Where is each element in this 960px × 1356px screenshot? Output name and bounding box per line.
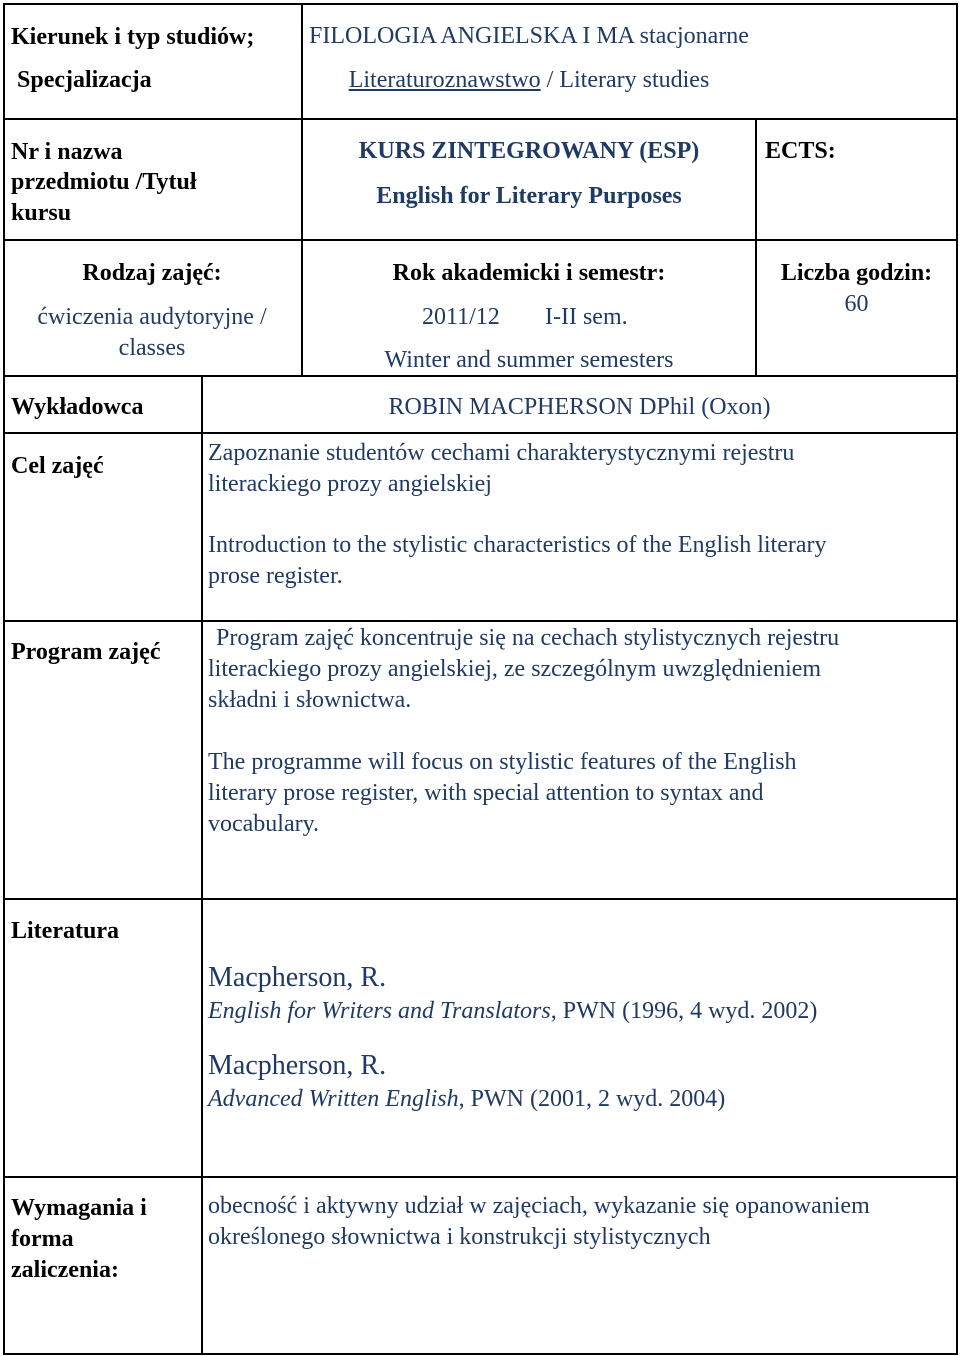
semester-value: I-II sem. <box>545 304 628 330</box>
row-divider-2 <box>3 239 958 241</box>
course-program-english-line2: literary prose register, with special attention to syntax and <box>208 780 764 806</box>
course-program-polish-line3: składni i słownictwa. <box>208 687 412 713</box>
course-number-label-line3: kursu <box>11 200 72 226</box>
academic-year-value: 2011/12 <box>422 304 500 330</box>
course-program-english <box>208 747 797 840</box>
course-goal-polish-line1: Zapoznanie studentów cechami charakterystycznymi rejestru <box>208 440 795 466</box>
course-title: KURS ZINTEGROWANY (ESP) <box>358 138 700 164</box>
lecturer-name: ROBIN MACPHERSON DPhil (Oxon) <box>388 394 771 420</box>
lecturer-label: Wykładowca <box>11 394 144 420</box>
row-divider-3 <box>3 375 958 377</box>
table-border-bottom <box>3 1353 958 1355</box>
program-name: FILOLOGIA ANGIELSKA I MA stacjonarne <box>309 23 749 49</box>
course-goal-polish-line2: literackiego prozy angielskiej <box>208 471 492 497</box>
course-number-label-line2: przedmiotu /Tytuł <box>11 169 197 195</box>
column-divider-ects <box>755 118 757 377</box>
course-subtitle: English for Literary Purposes <box>376 183 682 209</box>
course-goal-label: Cel zajęć <box>11 453 104 479</box>
reference-2-author: Macpherson, R. <box>208 1050 387 1081</box>
requirements-label-line1: Wymagania i <box>11 1195 147 1221</box>
table-border-right <box>956 3 958 1355</box>
reference-2 <box>208 1087 725 1111</box>
row-divider-5 <box>3 620 958 622</box>
field-of-study-label: Kierunek i typ studiów; <box>11 24 255 50</box>
requirements-label-line2: forma <box>11 1226 74 1252</box>
course-number-label-line1: Nr i nazwa <box>11 139 123 165</box>
course-program-label: Program zajęć <box>11 639 161 665</box>
table-border-left <box>3 3 5 1355</box>
row-divider-4 <box>3 432 958 434</box>
reference-2-details: , PWN (2001, 2 wyd. 2004) <box>458 1086 726 1112</box>
column-divider-lower <box>201 375 203 1355</box>
course-program-english-line3: vocabulary. <box>208 811 320 837</box>
course-program-polish <box>208 623 839 716</box>
row-divider-1 <box>3 118 958 120</box>
specialization-english: Literary studies <box>559 67 710 93</box>
academic-year-label: Rok akademicki i semestr: <box>392 260 666 286</box>
course-goal-english <box>208 530 827 592</box>
specialization-link[interactable]: Literaturoznawstwo <box>348 67 541 93</box>
requirements-text <box>208 1191 870 1253</box>
course-program-english-line1: The programme will focus on stylistic features of the English <box>208 749 797 775</box>
reference-2-title: Advanced Written English <box>208 1086 459 1112</box>
literature-label: Literatura <box>11 918 119 944</box>
specialization-value <box>303 68 755 92</box>
reference-1-details: , PWN (1996, 4 wyd. 2002) <box>550 998 818 1024</box>
requirements-text-line1: obecność i aktywny udział w zajęciach, wykazanie się opanowaniem <box>208 1193 870 1219</box>
course-goal-english-line1: Introduction to the stylistic characteristics of the English literary <box>208 532 827 558</box>
semester-english: Winter and summer semesters <box>384 347 674 373</box>
course-program-polish-line2: literackiego prozy angielskiej, ze szczególnym uwzględnieniem <box>208 656 822 682</box>
requirements-text-line2: określonego słownictwa i konstrukcji stylistycznych <box>208 1224 711 1250</box>
specialization-label: Specjalizacja <box>17 67 152 93</box>
class-type-value-line2: classes <box>118 335 186 361</box>
reference-1 <box>208 999 817 1023</box>
course-program-polish-line1: Program zajęć koncentruje się na cechach stylistycznych rejestru <box>216 625 840 651</box>
reference-1-author: Macpherson, R. <box>208 962 387 993</box>
requirements-label-line3: zaliczenia: <box>11 1257 119 1283</box>
class-type-value-line1: ćwiczenia audytoryjne / <box>37 304 267 330</box>
course-goal-polish <box>208 438 794 500</box>
hours-label: Liczba godzin: <box>780 260 933 286</box>
class-type-label: Rodzaj zajęć: <box>82 260 222 286</box>
hours-value: 60 <box>844 291 869 317</box>
row-divider-6 <box>3 898 958 900</box>
ects-label: ECTS: <box>765 138 836 164</box>
row-divider-7 <box>3 1176 958 1178</box>
table-border-top <box>3 3 958 5</box>
reference-1-title: English for Writers and Translators <box>208 998 551 1024</box>
course-goal-english-line2: prose register. <box>208 563 343 589</box>
specialization-separator: / <box>540 67 560 93</box>
